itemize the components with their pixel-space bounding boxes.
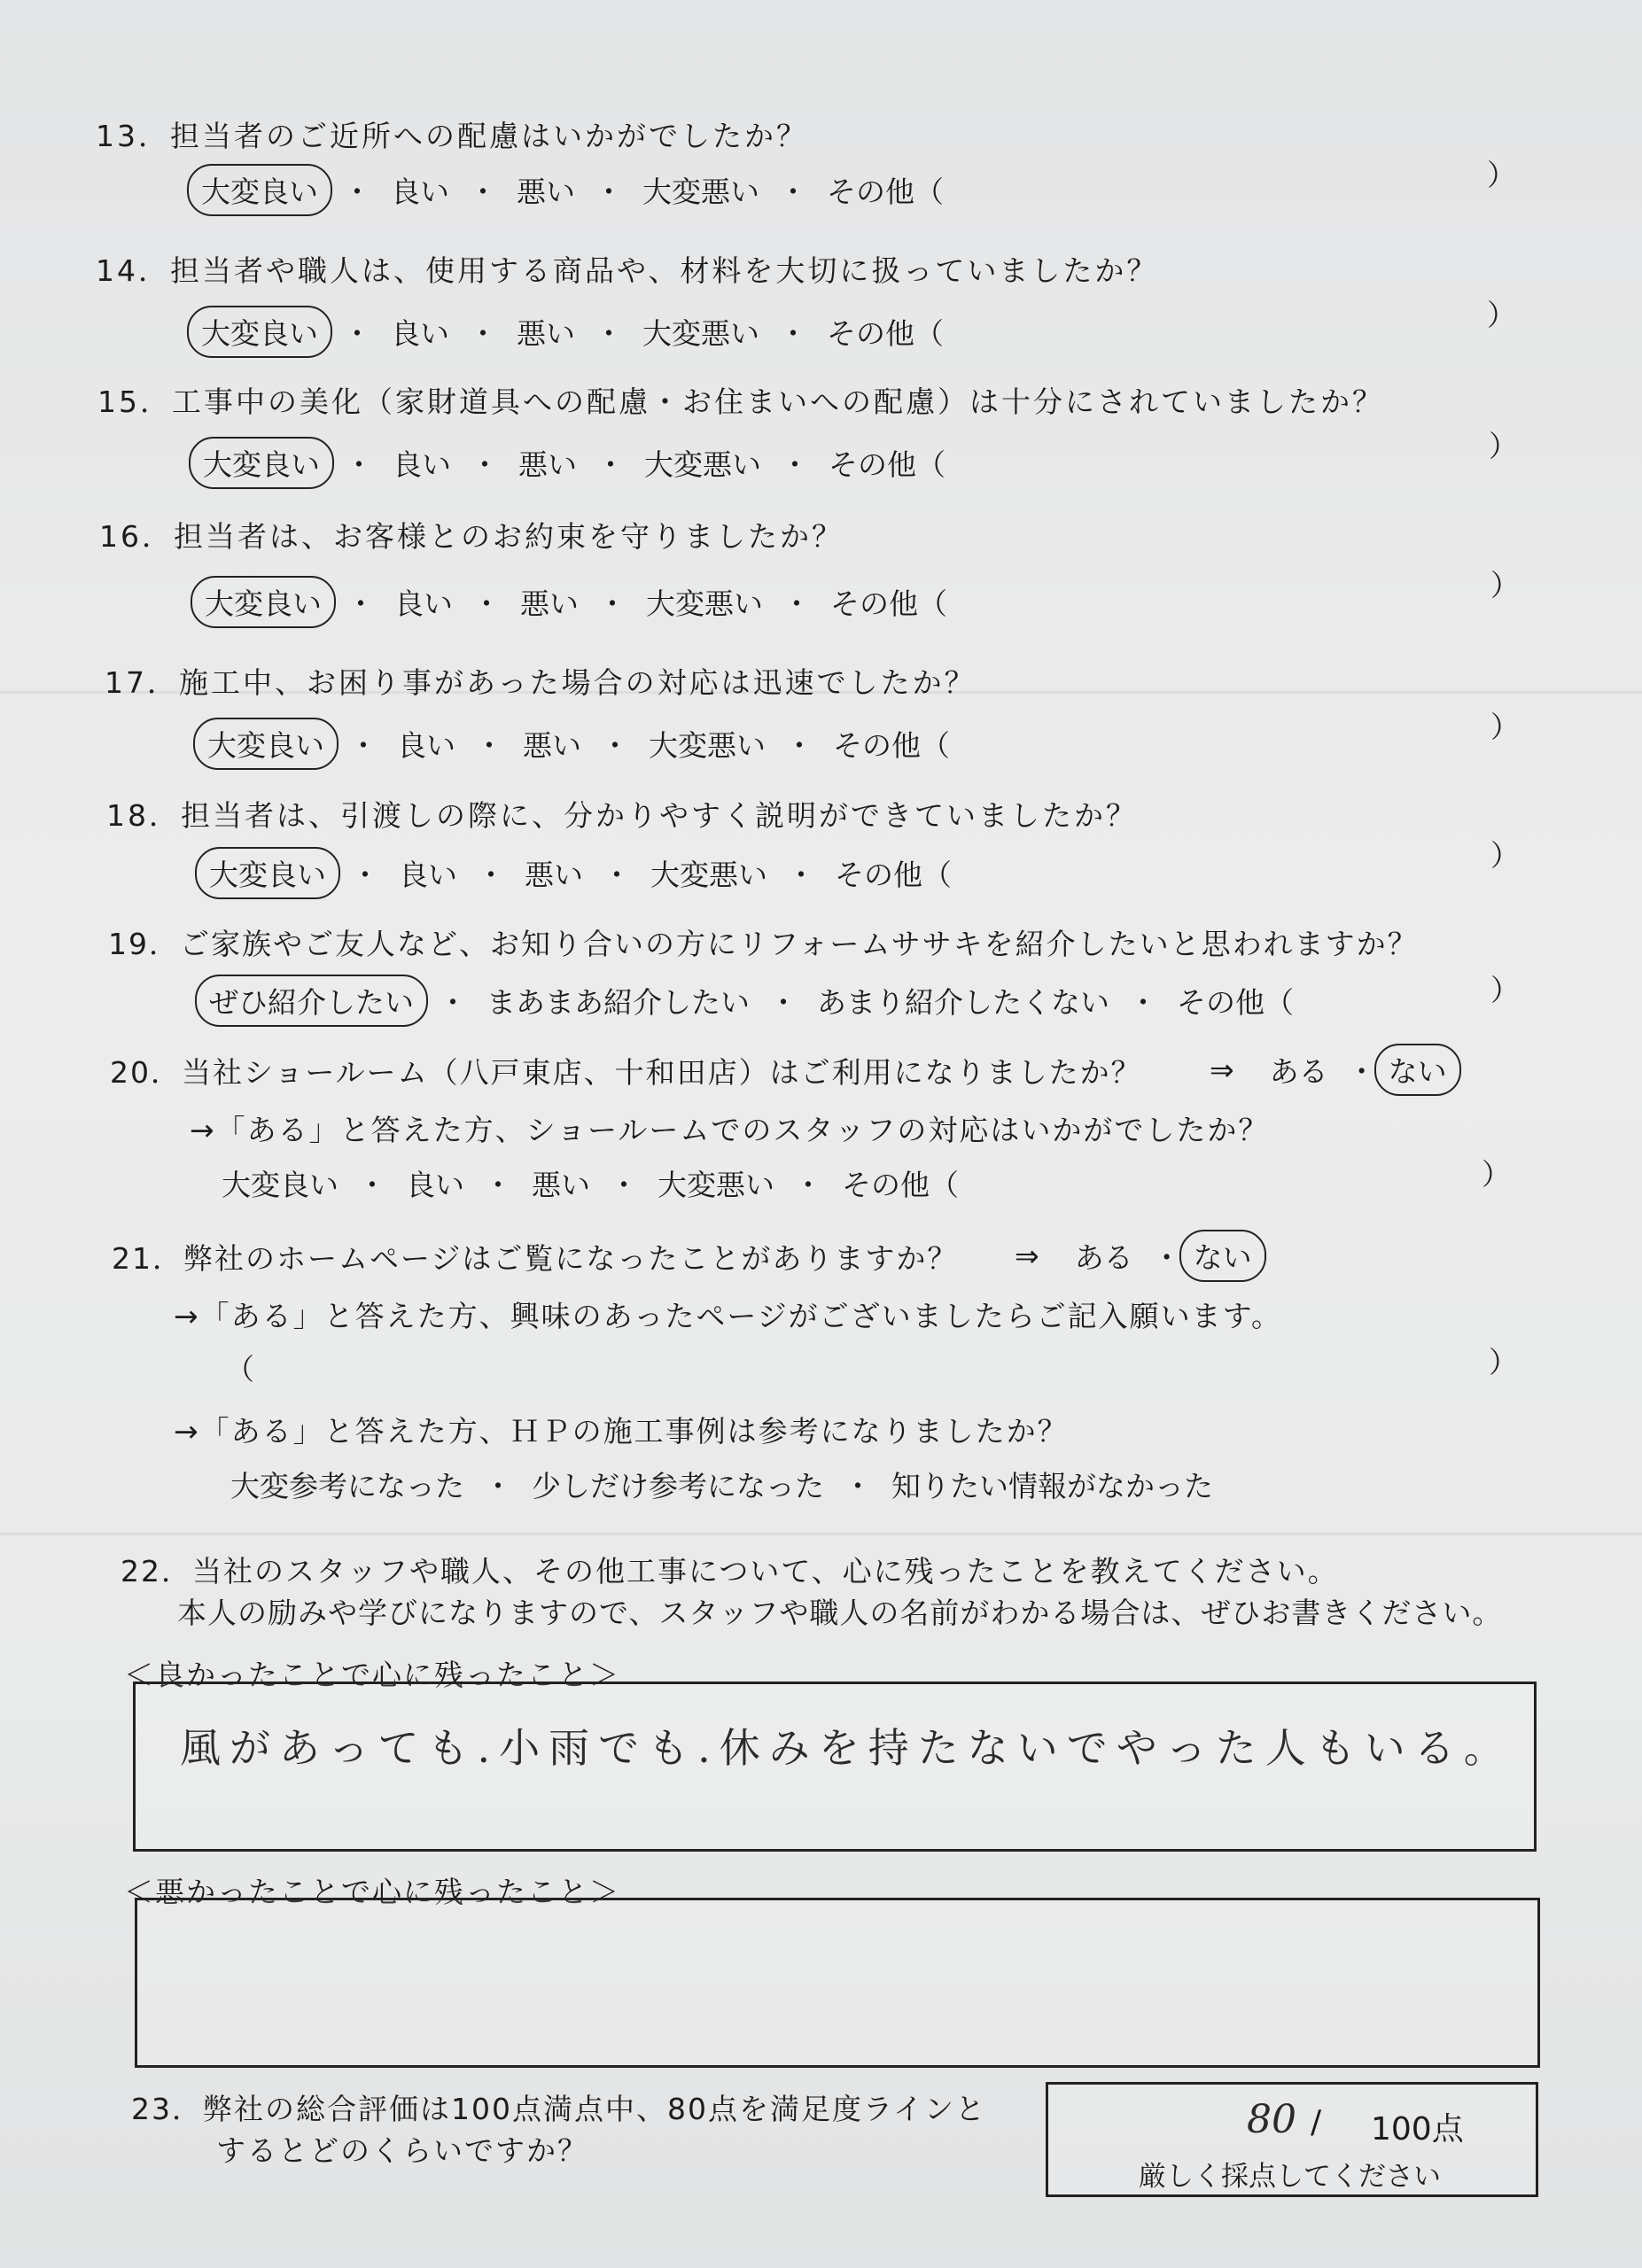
separator: ・ <box>768 985 798 1020</box>
separator: ・ <box>609 1168 639 1202</box>
question-14: 14．担当者や職人は、使用する商品や、材料を大切に扱っていましたか？ <box>96 253 1159 288</box>
option-very-good-selected[interactable]: 大変良い <box>195 847 340 899</box>
separator: ・ <box>784 728 814 763</box>
separator: ・ <box>595 447 626 482</box>
option-bad[interactable]: 悪い <box>517 316 575 351</box>
separator: ・ <box>342 316 372 351</box>
separator: ・ <box>350 858 380 892</box>
q18-options <box>207 847 961 899</box>
option-good[interactable]: 良い <box>393 447 451 482</box>
question-13: 13．担当者のご近所への配慮はいかがでしたか？ <box>96 119 808 153</box>
option-other[interactable]: その他（ <box>842 1168 959 1202</box>
option-good[interactable]: 良い <box>391 175 449 209</box>
q21-followup-2: →「ある」と答えた方、ＨＰの施工事例は参考になりましたか？ <box>174 1414 1069 1449</box>
arrow-icon: ⇒ <box>1210 1052 1234 1087</box>
separator: ・ <box>782 586 812 621</box>
question-22: 22．当社のスタッフや職人、その他工事について、心に残ったことを教えてください。 <box>121 1554 1339 1588</box>
option-other[interactable]: その他（ <box>827 316 944 351</box>
option-bad[interactable]: 悪い <box>523 728 581 763</box>
separator: ・ <box>594 316 624 351</box>
fold-line <box>0 1533 1642 1535</box>
option-very-good-selected[interactable]: 大変良い <box>193 718 339 770</box>
close-paren: ） <box>1487 158 1516 192</box>
option-good[interactable]: 良い <box>399 858 457 892</box>
option-bad[interactable]: 悪い <box>532 1168 590 1202</box>
close-paren: ） <box>1490 568 1520 602</box>
close-paren: ） <box>1489 1345 1518 1379</box>
close-paren: ） <box>1482 1157 1511 1192</box>
option-no-selected[interactable]: ない <box>1374 1044 1461 1096</box>
separator: ・ <box>357 1168 387 1202</box>
arrow-icon: ⇒ <box>1015 1239 1039 1273</box>
option-definitely-recommend-selected[interactable]: ぜひ紹介したい <box>195 975 428 1027</box>
option-other[interactable]: その他（ <box>829 447 946 482</box>
q19-options <box>207 975 1303 1027</box>
option-good[interactable]: 良い <box>391 316 449 351</box>
option-very-bad[interactable]: 大変悪い <box>642 175 759 209</box>
option-very-bad[interactable]: 大変悪い <box>644 447 761 482</box>
separator: ・ <box>468 175 498 209</box>
option-very-good-selected[interactable]: 大変良い <box>187 306 332 358</box>
q16-options <box>203 576 956 628</box>
score-box[interactable] <box>1046 2082 1538 2197</box>
option-bad[interactable]: 悪い <box>518 447 577 482</box>
score-handwriting: 80 <box>1247 2097 1296 2142</box>
bad-comment-box[interactable] <box>135 1898 1540 2068</box>
score-instruction: 厳しく採点してください <box>1139 2161 1441 2193</box>
option-very-bad[interactable]: 大変悪い <box>646 586 763 621</box>
separator: ・ <box>780 447 810 482</box>
close-paren: ） <box>1487 298 1516 332</box>
separator: ・ <box>600 728 630 763</box>
separator: ・ <box>470 447 500 482</box>
separator: ・ <box>786 858 816 892</box>
q20-options <box>213 1161 968 1206</box>
option-very-good-selected[interactable]: 大変良い <box>187 164 332 216</box>
q22-subtext: 本人の励みや学びになりますので、スタッフや職人の名前がわかる場合は、ぜひお書きください。 <box>177 1596 1503 1630</box>
option-very-good-selected[interactable]: 大変良い <box>189 437 334 489</box>
q17-options <box>206 718 959 770</box>
question-19: 19．ご家族やご友人など、お知り合いの方にリフォームササキを紹介したいと思われますか？ <box>108 927 1419 961</box>
close-paren: ） <box>1490 973 1520 1007</box>
close-paren: ） <box>1489 429 1518 463</box>
good-comment-box[interactable] <box>133 1682 1537 1852</box>
separator: ・ <box>843 1469 873 1503</box>
separator: ・ <box>438 985 468 1020</box>
option-bad[interactable]: 悪い <box>517 175 575 209</box>
q13-options <box>199 164 953 216</box>
option-very-bad[interactable]: 大変悪い <box>658 1168 774 1202</box>
score-slash: / <box>1311 2104 1322 2140</box>
option-other[interactable]: その他（ <box>827 175 944 209</box>
option-other[interactable]: その他（ <box>833 728 950 763</box>
option-very-helpful[interactable]: 大変参考になった <box>230 1469 464 1503</box>
separator: ・ <box>483 1469 513 1503</box>
option-yes[interactable]: ある <box>1074 1240 1133 1275</box>
separator: ・ <box>1152 1240 1182 1275</box>
separator: ・ <box>778 175 808 209</box>
question-23: 23．弊社の総合評価は100点満点中、80点を満足度ラインと <box>131 2092 986 2126</box>
separator: ・ <box>483 1168 513 1202</box>
q20-followup: →「ある」と答えた方、ショールームでのスタッフの対応はいかがでしたか？ <box>190 1113 1270 1147</box>
open-paren: （ <box>225 1352 254 1386</box>
option-other[interactable]: その他（ <box>830 586 947 621</box>
option-very-good[interactable]: 大変良い <box>222 1168 339 1202</box>
separator: ・ <box>1128 985 1158 1020</box>
q14-options <box>199 306 953 358</box>
separator: ・ <box>597 586 627 621</box>
separator: ・ <box>1347 1054 1377 1089</box>
option-very-bad[interactable]: 大変悪い <box>650 858 767 892</box>
option-yes[interactable]: ある <box>1269 1054 1328 1089</box>
option-other[interactable]: その他（ <box>1177 985 1294 1020</box>
option-not-really-recommend[interactable]: あまり紹介したくない <box>817 985 1109 1020</box>
q20-yes-no <box>1201 1044 1461 1096</box>
option-good[interactable]: 良い <box>397 728 455 763</box>
q21-options <box>222 1462 1222 1507</box>
question-18: 18．担当者は、引渡しの際に、分かりやすく説明ができていましたか？ <box>106 798 1138 833</box>
question-23-line2: するとどのくらいですか？ <box>216 2133 588 2168</box>
option-very-bad[interactable]: 大変悪い <box>649 728 766 763</box>
separator: ・ <box>346 586 376 621</box>
q21-yes-no <box>1006 1230 1266 1282</box>
option-no-selected[interactable]: ない <box>1179 1230 1266 1282</box>
separator: ・ <box>344 447 374 482</box>
option-other[interactable]: その他（ <box>835 858 952 892</box>
close-paren: ） <box>1490 838 1520 873</box>
good-comment-handwriting: 風があっても.小雨でも.休みを持たないでやった人もいる。 <box>180 1724 1514 1772</box>
good-section-label: ＜良かったことで心に残ったこと＞ <box>124 1658 620 1692</box>
option-somewhat-helpful[interactable]: 少しだけ参考になった <box>532 1469 824 1503</box>
separator: ・ <box>348 728 378 763</box>
question-17: 17．施工中、お困り事があった場合の対応は迅速でしたか？ <box>105 665 977 700</box>
separator: ・ <box>793 1168 823 1202</box>
separator: ・ <box>468 316 498 351</box>
question-16: 16．担当者は、お客様とのお約束を守りましたか？ <box>99 519 844 554</box>
bad-section-label: ＜悪かったことで心に残ったこと＞ <box>124 1875 620 1909</box>
close-paren: ） <box>1490 710 1520 744</box>
option-no-info[interactable]: 知りたい情報がなかった <box>891 1469 1213 1503</box>
score-max: 100点 <box>1371 2111 1464 2148</box>
separator: ・ <box>476 858 506 892</box>
separator: ・ <box>474 728 504 763</box>
option-somewhat-recommend[interactable]: まあまあ紹介したい <box>486 985 750 1020</box>
option-bad[interactable]: 悪い <box>525 858 583 892</box>
question-21: 21．弊社のホームページはご覧になったことがありますか？ <box>112 1241 959 1276</box>
separator: ・ <box>342 175 372 209</box>
option-very-good-selected[interactable]: 大変良い <box>191 576 336 628</box>
separator: ・ <box>778 316 808 351</box>
question-20: 20．当社ショールーム（八戸東店、十和田店）はご利用になりましたか？ <box>110 1055 1142 1090</box>
q21-followup-1: →「ある」と答えた方、興味のあったページがございましたらご記入願います。 <box>174 1299 1283 1333</box>
q15-options <box>201 437 954 489</box>
option-very-bad[interactable]: 大変悪い <box>642 316 759 351</box>
separator: ・ <box>471 586 502 621</box>
separator: ・ <box>602 858 632 892</box>
question-15: 15．工事中の美化（家財道具への配慮・お住まいへの配慮）は十分にされていましたか？ <box>97 384 1384 419</box>
option-good[interactable]: 良い <box>406 1168 464 1202</box>
option-bad[interactable]: 悪い <box>520 586 579 621</box>
option-good[interactable]: 良い <box>394 586 453 621</box>
separator: ・ <box>594 175 624 209</box>
